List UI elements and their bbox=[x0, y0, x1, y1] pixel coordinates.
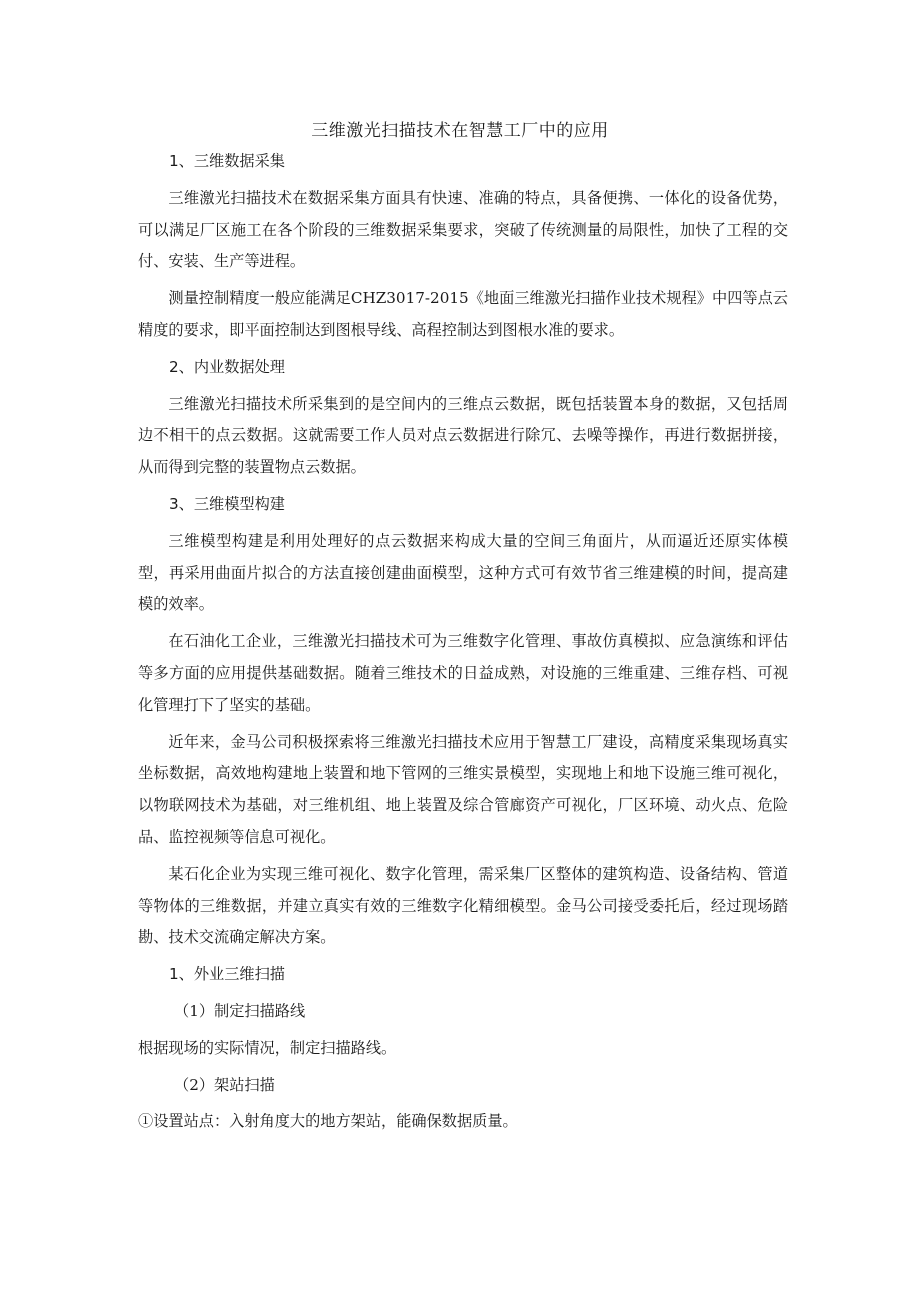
paragraph: 某石化企业为实现三维可视化、数字化管理，需采集厂区整体的建筑构造、设备结构、管道等物体的三维数据，并建立真实有效的三维数字化精细模型。金马公司接受委托后，经过现场踏勘、技术交流确定解决方案。 bbox=[138, 864, 788, 947]
paragraph: 测量控制精度一般应能满足CHZ3017-2015《地面三维激光扫描作业技术规程》中四等点云精度的要求，即平面控制达到图根导线、高程控制达到图根水准的要求。 bbox=[138, 289, 788, 339]
paragraph: ①设置站点：入射角度大的地方架站，能确保数据质量。 bbox=[138, 1112, 518, 1131]
paragraph: 在石油化工企业，三维激光扫描技术可为三维数字化管理、事故仿真模拟、应急演练和评估等多方面的应用提供基础数据。随着三维技术的日益成熟，对设施的三维重建、三维存档、可视化管理打下了坚实的基础。 bbox=[138, 632, 788, 714]
document-title: 三维激光扫描技术在智慧工厂中的应用 bbox=[311, 121, 609, 141]
paragraph: 根据现场的实际情况，制定扫描路线。 bbox=[138, 1038, 397, 1057]
section-heading-data-collection: 1、三维数据采集 bbox=[169, 152, 285, 170]
paragraph: 三维模型构建是利用处理好的点云数据来构成大量的空间三角面片，从而逼近还原实体模型，再采用曲面片拟合的方法直接创建曲面模型，这种方式可有效节省三维建模的时间，提高建模的效率。 bbox=[138, 531, 788, 614]
section-heading-model-building: 3、三维模型构建 bbox=[169, 494, 285, 513]
section-heading-data-processing: 2、内业数据处理 bbox=[169, 357, 285, 376]
paragraph: 三维激光扫描技术所采集到的是空间内的三维点云数据，既包括装置本身的数据，又包括周边不相干的点云数据。这就需要工作人员对点云数据进行除冗、去噪等操作，再进行数据拼接，从而得到完整的装置物点云数据。 bbox=[138, 394, 788, 477]
paragraph: 近年来，金马公司积极探索将三维激光扫描技术应用于智慧工厂建设，高精度采集现场真实坐标数据，高效地构建地上装置和地下管网的三维实景模型，实现地上和地下设施三维可视化，以物联网技术为基础，对三维机组、地上装置及综合管廊资产可视化，厂区环境、动火点、危险品、监控视频等信息可视化。 bbox=[138, 732, 788, 846]
section-heading-field-scanning: 1、外业三维扫描 bbox=[169, 965, 285, 984]
subheading-station-scan: （2）架站扫描 bbox=[174, 1075, 275, 1094]
paragraph: 三维激光扫描技术在数据采集方面具有快速、准确的特点，具备便携、一体化的设备优势，可以满足厂区施工在各个阶段的三维数据采集要求，突破了传统测量的局限性，加快了工程的交付、安装、生产等进程。 bbox=[138, 188, 788, 271]
subheading-scan-route: （1）制定扫描路线 bbox=[174, 1001, 306, 1020]
document-body bbox=[138, 146, 788, 1143]
